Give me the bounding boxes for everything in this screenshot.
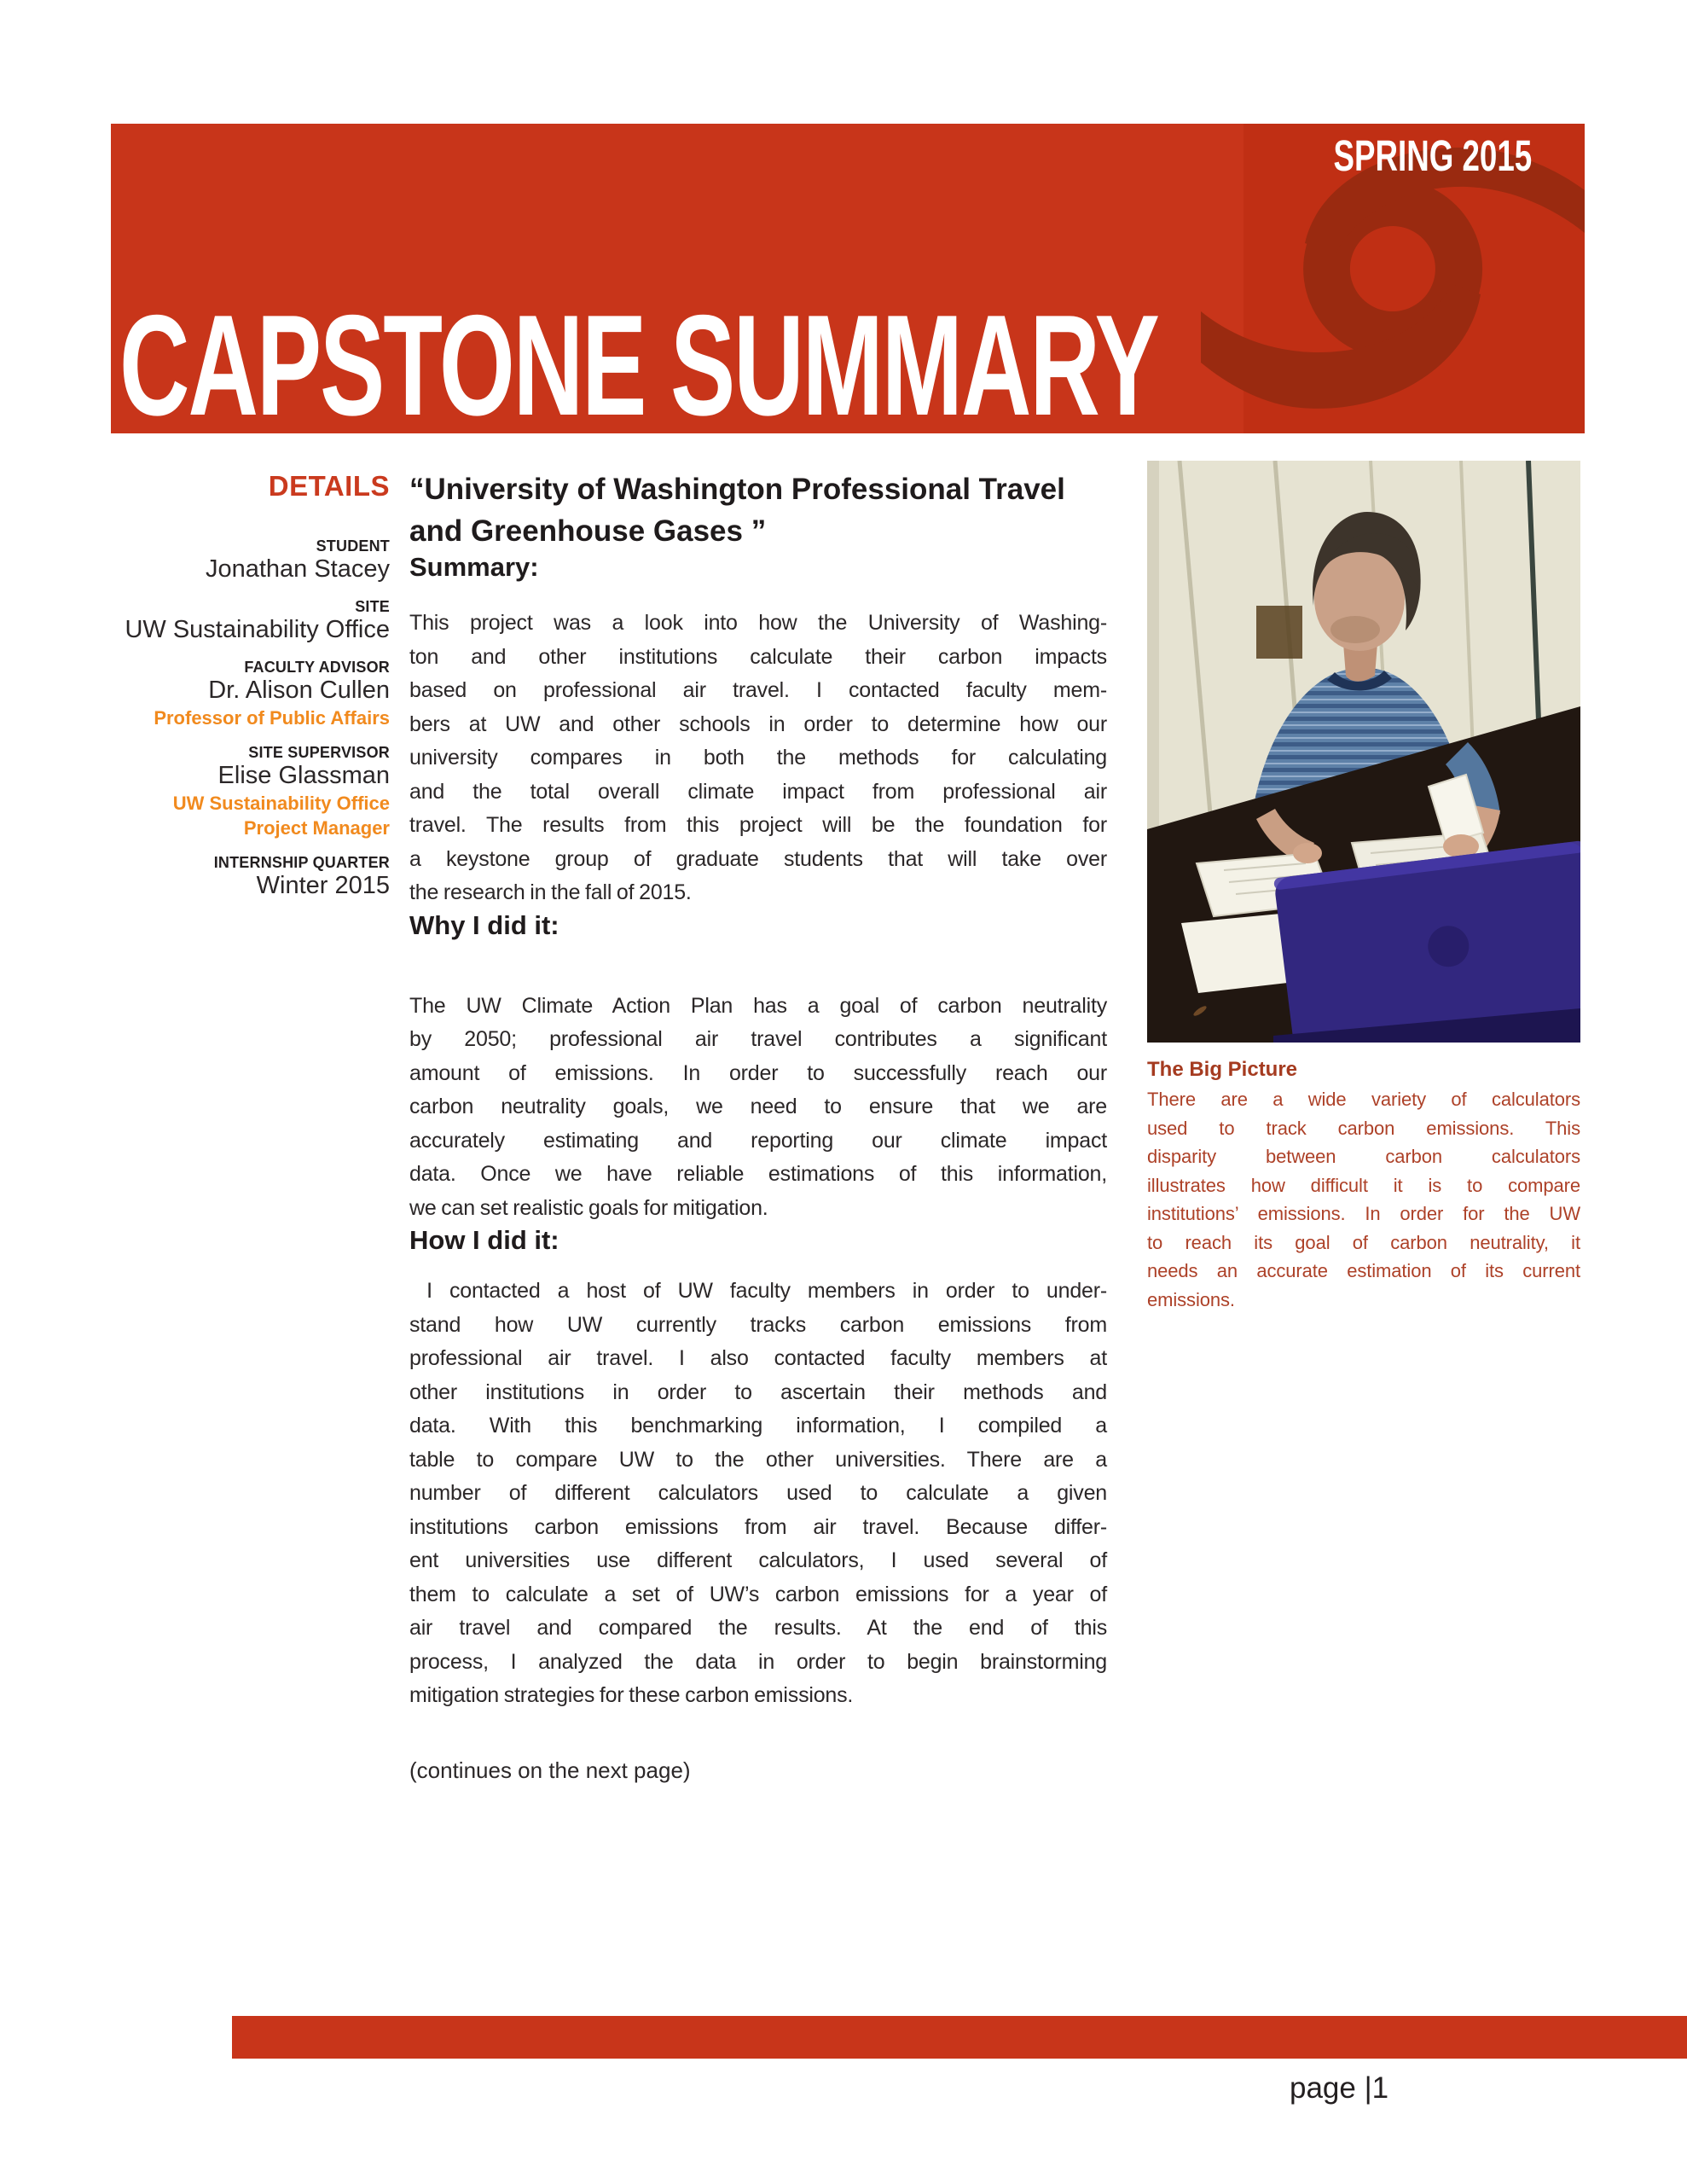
section-heading-why: Why I did it: — [409, 909, 559, 940]
sidebar-subvalue: Professor of Public Affairs — [154, 707, 390, 729]
sidebar-subvalue: UW Sustainability Office Project Manager — [172, 793, 390, 839]
continues-note: (continues on the next page) — [409, 1757, 691, 1783]
sidebar-label: FACULTY ADVISOR — [244, 659, 390, 676]
article-title: “University of Washington Professional Travel and Greenhouse Gases ” — [409, 473, 1065, 548]
student-photo — [1147, 461, 1580, 1043]
paragraph-why: The UW Climate Action Plan has a goal of carbon neutrality by 2050; professional air travel contributes a significant amount of emissions. In order to successfully reach our carbon neutrality goals, we need to ensure that we are accurately estimating and reporting our climate impact data. Once we have reliable estimations of this information, we can set realistic goals for mitigation. — [409, 993, 1107, 1220]
footer-bar — [232, 2016, 1687, 2059]
section-heading-how: How I did it: — [409, 1225, 559, 1255]
aside-column — [1147, 461, 1580, 1314]
big-picture-text: There are a wide variety of calculators used to track carbon emissions. This disparity between carbon calculators illustrates how difficult it is to compare institutions’ emissions. In order for the UW to reach its goal of carbon neutrality, it needs an accurate estimation of its current emissions. — [1147, 1089, 1580, 1310]
details-heading: DETAILS — [268, 470, 390, 502]
page-number: page |1 — [1290, 2071, 1389, 2105]
sidebar-label: INTERNSHIP QUARTER — [213, 854, 390, 871]
header-banner — [111, 124, 1585, 433]
sidebar-label: SITE SUPERVISOR — [248, 744, 390, 761]
article — [409, 468, 1107, 1784]
details-sidebar — [98, 471, 390, 901]
sidebar-group-internship-quarter — [98, 854, 390, 901]
sidebar-value: Jonathan Stacey — [205, 555, 390, 583]
section-heading-summary: Summary: — [409, 552, 539, 582]
sidebar-value: UW Sustainability Office — [125, 616, 390, 643]
paragraph-how: I contacted a host of UW faculty members in order to under- stand how UW currently tracks carbon emissions from professional air travel. I also contacted faculty members at other institutions in order to ascertain their methods and data. With this benchmarking information, I compiled a table to compare UW to the other universities. There are a number of different calculators used to calculate a given institutions carbon emissions from air travel. Because differ- ent universities use different calculators, I used several of them to calculate a set of UW’s carbon emissions for a year of air travel and compared the results. At the end of this process, I analyzed the data in order to begin brainstorming mitigation strategies for these carbon emissions. — [409, 1279, 1107, 1707]
sidebar-value: Dr. Alison Cullen — [208, 677, 390, 704]
masthead-title: CAPSTONE SUMMARY — [119, 285, 1158, 433]
paragraph-summary: This project was a look into how the University of Washing- ton and other institutions calculate their carbon impacts based on professional air travel. I contacted faculty mem- bers at UW and other schools in order to determine how our university compares in both the methods for calculating and the total overall climate impact from professional air travel. The results from this project will be the foundation for a keystone group of graduate students that will take over the research in the fall of 2015. — [409, 611, 1107, 904]
sidebar-label: STUDENT — [316, 537, 390, 555]
sidebar-group-student — [98, 537, 390, 584]
sidebar-group-site — [98, 598, 390, 645]
sidebar-group-site-supervisor — [98, 744, 390, 840]
sidebar-value: Elise Glassman — [217, 762, 390, 789]
issue-label: SPRING 2015 — [1333, 131, 1532, 180]
sidebar-value: Winter 2015 — [256, 872, 390, 899]
sidebar-label: SITE — [355, 598, 390, 615]
big-picture-heading: The Big Picture — [1147, 1058, 1298, 1081]
sidebar-group-faculty-advisor — [98, 659, 390, 730]
